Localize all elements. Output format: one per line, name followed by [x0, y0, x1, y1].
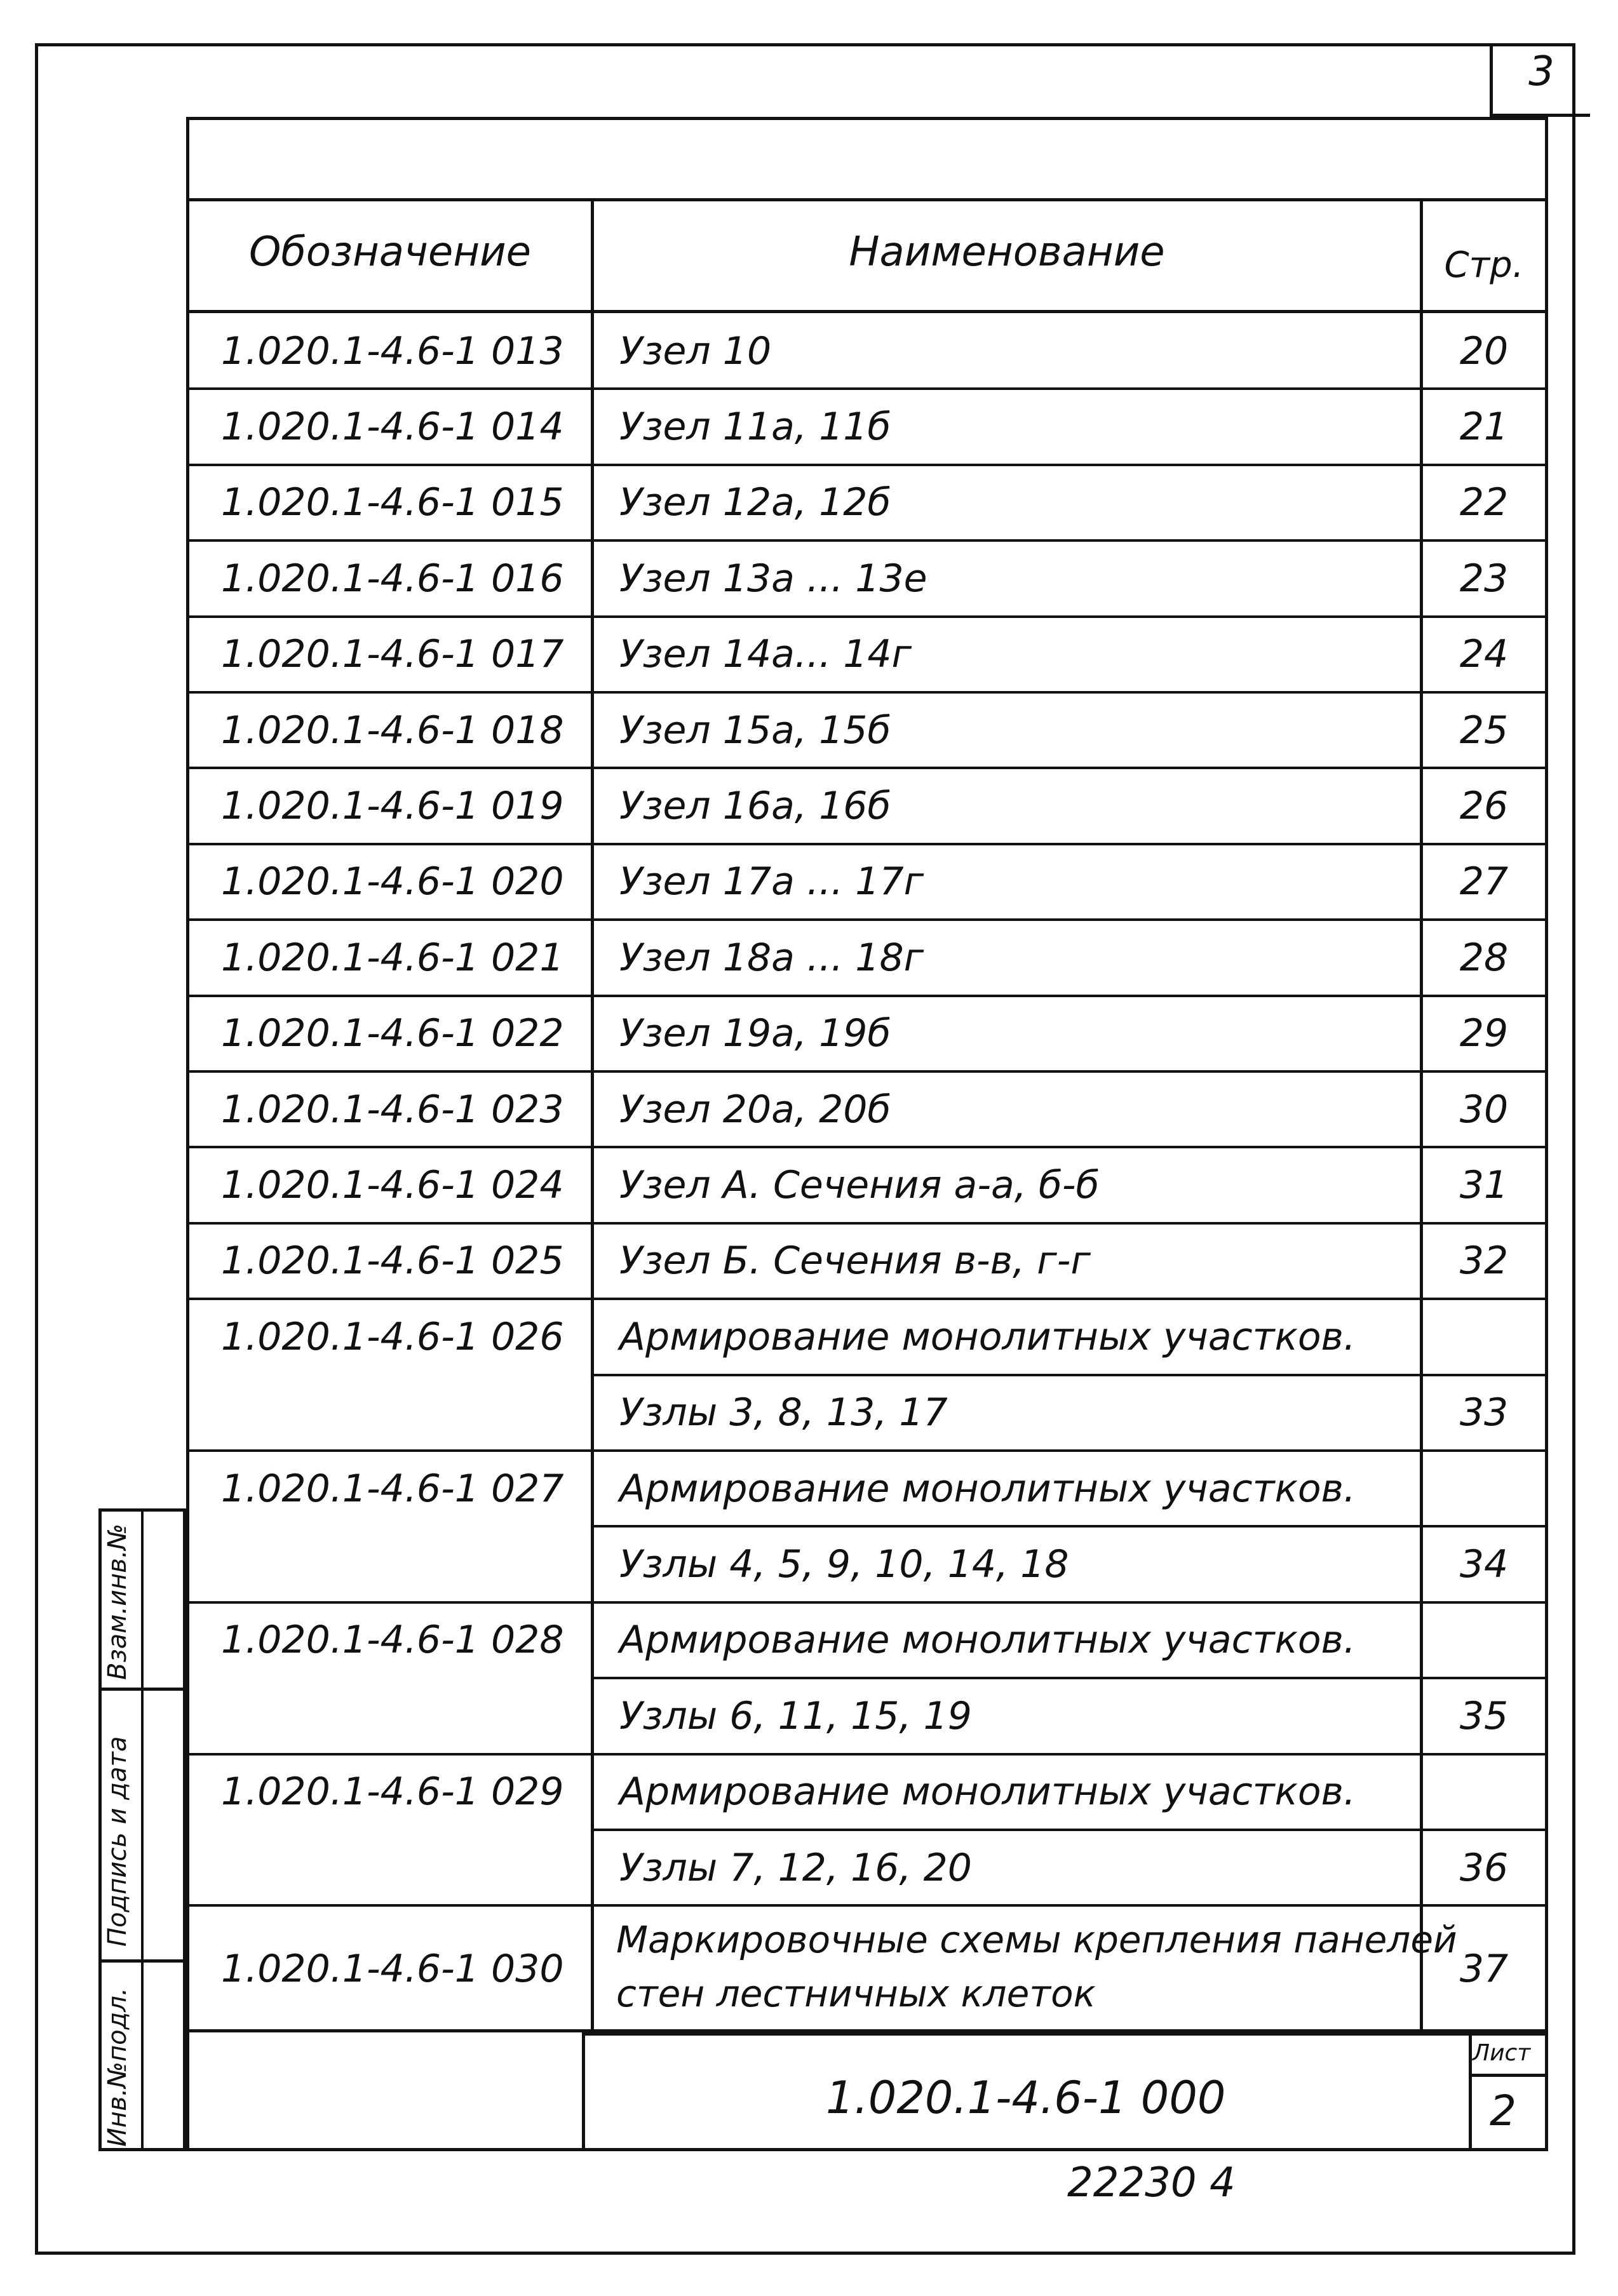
- side-label-signature-date: Подпись и дата: [103, 1736, 132, 1947]
- sheet-divider: [1469, 2074, 1548, 2077]
- row-code: 1.020.1-4.6-1 020: [221, 859, 564, 904]
- row-page: 34: [1459, 1542, 1509, 1587]
- row-page: 26: [1459, 784, 1509, 829]
- stamp-document-code: 1.020.1-4.6-1 000: [826, 2072, 1226, 2124]
- row-code: [189, 1526, 591, 1602]
- row-page: 21: [1459, 405, 1509, 450]
- row-name: Узел 19а, 19б: [619, 1011, 891, 1056]
- row-page: [1423, 1602, 1545, 1678]
- row-code: 1.020.1-4.6-1 025: [221, 1239, 564, 1284]
- row-name: Узел 17а ... 17г: [619, 859, 924, 904]
- row-code: 1.020.1-4.6-1 028: [221, 1618, 564, 1663]
- row-name: Узлы 4, 5, 9, 10, 14, 18: [619, 1542, 1069, 1587]
- last-row-name-line1: Маркировочные схемы крепления панелей: [616, 1918, 1457, 1961]
- row-name: Армирование монолитных участков.: [619, 1314, 1356, 1359]
- last-row-code: 1.020.1-4.6-1 030: [221, 1947, 564, 1991]
- row-name: Узлы 6, 11, 15, 19: [619, 1693, 972, 1738]
- row-page: 35: [1459, 1693, 1509, 1738]
- row-code: 1.020.1-4.6-1 016: [221, 556, 564, 601]
- row-code: 1.020.1-4.6-1 022: [221, 1011, 564, 1056]
- row-code: 1.020.1-4.6-1 027: [221, 1466, 564, 1511]
- sheet-number: 2: [1490, 2086, 1516, 2135]
- row-name: Узлы 3, 8, 13, 17: [619, 1390, 948, 1435]
- row-code: [189, 1678, 591, 1754]
- side-label-replacement-inv: Взам.инв.№: [103, 1523, 132, 1680]
- page-number: 3: [1528, 48, 1554, 95]
- header-designation: Обозначение: [248, 229, 532, 276]
- row-name: Узел 15а, 15б: [619, 708, 891, 753]
- row-name: Узел 18а ... 18г: [619, 935, 924, 980]
- row-name: Армирование монолитных участков.: [619, 1769, 1356, 1815]
- row-page: 31: [1459, 1163, 1509, 1208]
- row-page: [1423, 1754, 1545, 1830]
- row-page: 27: [1459, 859, 1509, 904]
- row-name: Армирование монолитных участков.: [619, 1618, 1356, 1663]
- row-name: Узел 11а, 11б: [619, 405, 891, 450]
- footer-number: 22230 4: [1067, 2159, 1236, 2206]
- row-divider: [186, 1904, 1548, 1907]
- row-code: 1.020.1-4.6-1 018: [221, 708, 564, 753]
- side-label-inv-original: Инв.№подл.: [103, 1987, 132, 2147]
- row-code: 1.020.1-4.6-1 021: [221, 935, 564, 980]
- row-name: Узел 20а, 20б: [619, 1087, 891, 1132]
- row-page: [1423, 1451, 1545, 1526]
- sheet-label: Лист: [1473, 2040, 1531, 2066]
- row-name: Узлы 7, 12, 16, 20: [619, 1845, 972, 1890]
- row-name: Узел 14а... 14г: [619, 632, 912, 677]
- row-code: 1.020.1-4.6-1 014: [221, 405, 564, 450]
- row-page: 28: [1459, 935, 1509, 980]
- row-code: 1.020.1-4.6-1 019: [221, 784, 564, 829]
- row-page: 20: [1459, 328, 1509, 373]
- row-page: 24: [1459, 632, 1509, 677]
- row-page: 32: [1459, 1239, 1509, 1284]
- row-name: Армирование монолитных участков.: [619, 1466, 1356, 1511]
- row-page: [1423, 1299, 1545, 1374]
- row-page: 23: [1459, 556, 1509, 601]
- row-name: Узел Б. Сечения в-в, г-г: [619, 1239, 1091, 1284]
- top-strip-line: [186, 198, 1548, 201]
- row-code: 1.020.1-4.6-1 029: [221, 1769, 564, 1815]
- row-name: Узел 13а ... 13е: [619, 556, 927, 601]
- row-code: 1.020.1-4.6-1 023: [221, 1087, 564, 1132]
- row-name: Узел 10: [619, 328, 772, 373]
- header-name: Наименование: [849, 229, 1165, 276]
- row-code: 1.020.1-4.6-1 026: [221, 1314, 564, 1359]
- side-inner-line: [141, 1508, 144, 2151]
- row-code: 1.020.1-4.6-1 017: [221, 632, 564, 677]
- row-code: [189, 1830, 591, 1905]
- row-code: 1.020.1-4.6-1 024: [221, 1163, 564, 1208]
- row-code: 1.020.1-4.6-1 015: [221, 480, 564, 525]
- row-name: Узел А. Сечения а-а, б-б: [619, 1163, 1100, 1208]
- row-page: 22: [1459, 480, 1509, 525]
- row-name: Узел 12а, 12б: [619, 480, 891, 525]
- row-code: [189, 1375, 591, 1451]
- page-number-box: [1490, 43, 1590, 117]
- last-row-page: 37: [1459, 1947, 1509, 1991]
- header-page: Стр.: [1444, 245, 1524, 286]
- row-page: 25: [1459, 708, 1509, 753]
- row-page: 33: [1459, 1390, 1509, 1435]
- row-page: 36: [1459, 1845, 1509, 1890]
- row-code: 1.020.1-4.6-1 013: [221, 328, 564, 373]
- last-row-name-line2: стен лестничных клеток: [616, 1972, 1096, 2015]
- row-page: 30: [1459, 1087, 1509, 1132]
- row-name: Узел 16а, 16б: [619, 784, 891, 829]
- row-page: 29: [1459, 1011, 1509, 1056]
